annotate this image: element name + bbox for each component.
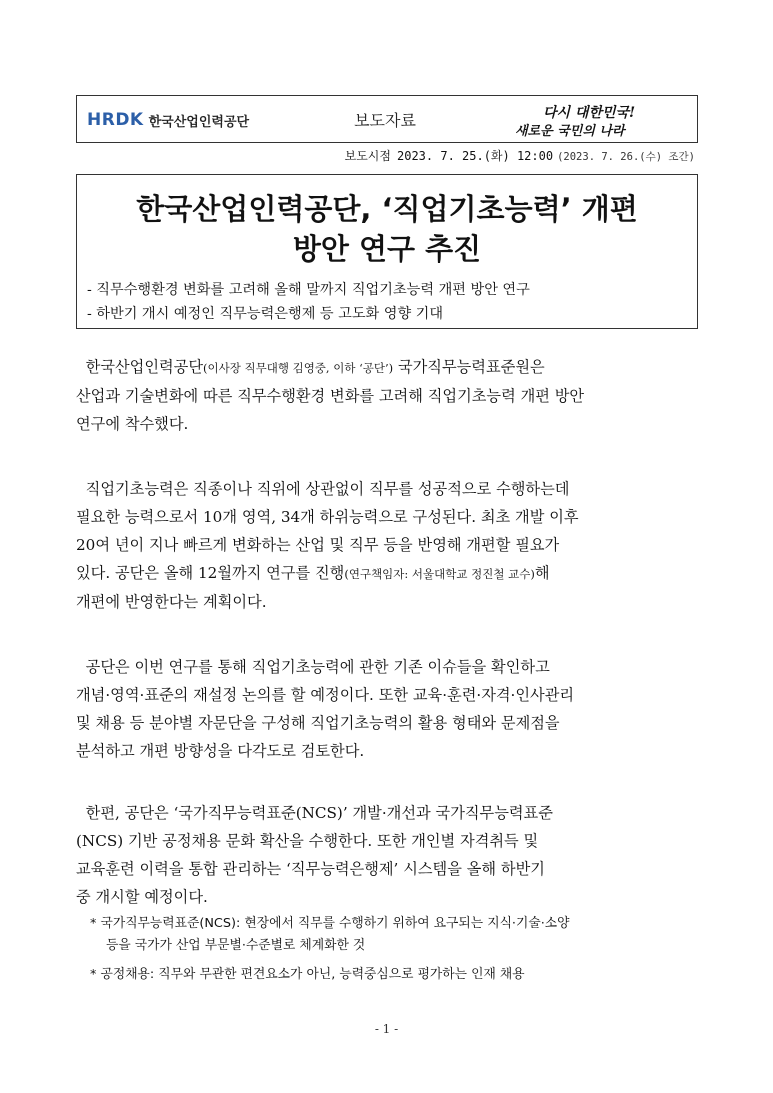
logo-org-name: 한국산업인력공단 [148, 114, 250, 130]
paragraph-line [76, 475, 700, 503]
headline [77, 189, 697, 269]
title-box [76, 174, 698, 329]
paragraph-line: 및 채용 등 분야별 자문단을 구성해 직업기초능력의 활용 형태와 문제점을 [76, 714, 560, 732]
text-run: 있다. 공단은 올해 12월까지 연구를 진행 [76, 564, 345, 582]
paragraph-line: (NCS) 기반 공정채용 문화 확산을 수행한다. 또한 개인별 자격취득 및 [76, 832, 539, 850]
text-run: 한편, 공단은 ‘국가직무능력표준(NCS)’ 개발·개선과 국가직무능력표준 [85, 804, 553, 822]
subheadlines [87, 278, 530, 326]
paragraph-2 [76, 475, 700, 616]
paragraph-line: 분석하고 개편 방향성을 다각도로 검토한다. [76, 742, 365, 760]
press-header [76, 95, 698, 143]
slogan-line2: 새로운 국민의 나라 [515, 124, 625, 139]
footnote-ncs [90, 913, 704, 957]
release-datetime: 2023. 7. 25.(화) 12:00 [397, 149, 554, 163]
paragraph-3 [76, 653, 700, 765]
release-label: 보도시점 [344, 149, 391, 163]
paragraph-line: 개념·영역·표준의 재설정 논의를 할 예정이다. 또한 교육·훈련·자격·인사관리 [76, 686, 575, 704]
hrdk-logo [87, 108, 249, 132]
logo-mark: HRDK [87, 110, 144, 130]
doc-type-label: 보도자료 [354, 111, 416, 130]
paragraph-1 [76, 353, 700, 438]
release-sub: (2023. 7. 26.(수) 조간) [557, 151, 695, 163]
slogan-line1: 다시 대한민국! [543, 105, 636, 121]
headline-line1: 한국산업인력공단, ‘직업기초능력’ 개편 [136, 192, 638, 226]
text-run: 국가직무능력표준원은 [393, 358, 545, 376]
paragraph-line: 중 개시할 예정이다. [76, 888, 208, 906]
text-run: 직업기초능력은 직종이나 직위에 상관없이 직무를 성공적으로 수행하는데 [85, 480, 570, 498]
text-run-small: (연구책임자: 서울대학교 정진철 교수) [344, 567, 535, 581]
paragraph-line: 필요한 능력으로서 10개 영역, 34개 하위능력으로 구성된다. 최초 개발 이후 [76, 508, 579, 526]
paragraph-line: 20여 년이 지나 빠르게 변화하는 산업 및 직무 등을 반영해 개편할 필요가 [76, 536, 560, 554]
paragraph-line [76, 559, 700, 588]
paragraph-line [76, 653, 700, 681]
text-run: 공단은 이번 연구를 통해 직업기초능력에 관한 기존 이슈들을 확인하고 [85, 658, 550, 676]
paragraph-line: 연구에 착수했다. [76, 415, 189, 433]
footnote-line: 등을 국가가 산업 부문별·수준별로 체계화한 것 [106, 938, 366, 953]
footnote-fair-hiring [90, 964, 704, 986]
release-time [345, 147, 695, 164]
footnote-line: * 공정채용: 직무와 무관한 편견요소가 아닌, 능력중심으로 평가하는 인재 채용 [90, 967, 525, 982]
subheadline-1: - 직무수행환경 변화를 고려해 올해 말까지 직업기초능력 개편 방안 연구 [87, 282, 530, 298]
footnote-line: * 국가직무능력표준(NCS): 현장에서 직무를 수행하기 위하여 요구되는 지식·기술·소양 [90, 916, 570, 931]
text-run-small: (이사장 직무대행 김영중, 이하 ‘공단’) [203, 361, 394, 375]
slogan-calligraphy-image [511, 100, 671, 140]
paragraph-line: 교육훈련 이력을 통합 관리하는 ‘직무능력은행제’ 시스템을 올해 하반기 [76, 860, 545, 878]
paragraph-line: 산업과 기술변화에 따른 직무수행환경 변화를 고려해 직업기초능력 개편 방안 [76, 387, 585, 405]
paragraph-line: 개편에 반영한다는 계획이다. [76, 593, 267, 611]
paragraph-line [76, 353, 700, 382]
paragraph-4 [76, 799, 700, 911]
paragraph-line [76, 799, 700, 827]
text-run: 한국산업인력공단 [85, 358, 204, 376]
subheadline-2: - 하반기 개시 예정인 직무능력은행제 등 고도화 영향 기대 [87, 306, 444, 322]
page-number: - 1 - [374, 1022, 399, 1036]
headline-line2: 방안 연구 추진 [292, 232, 482, 266]
slogan-calligraphy [511, 100, 671, 140]
text-run: 해 [534, 564, 550, 582]
